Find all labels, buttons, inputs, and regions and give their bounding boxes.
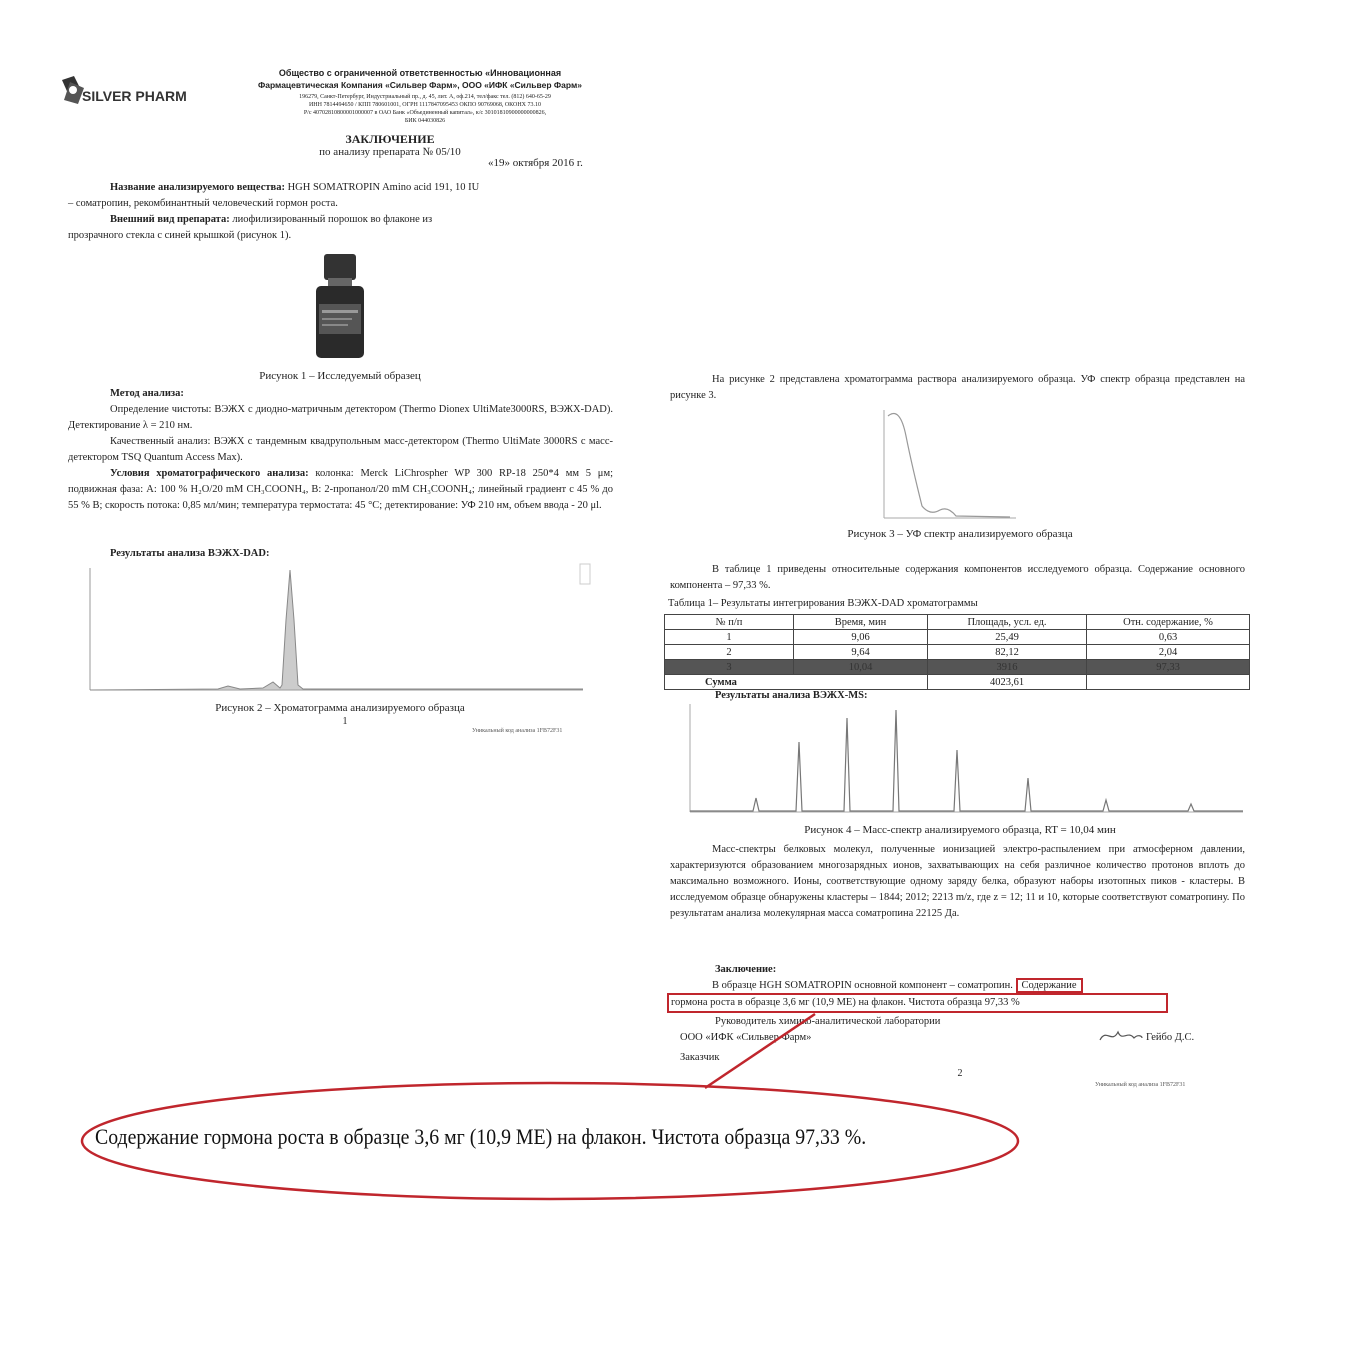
table-sum-value: 4023,61 [928,675,1087,690]
appearance-line-2: прозрачного стекла с синей крышкой (рисунок 1). [68,230,292,241]
signer-name: Гейбо Д.С. [1146,1032,1195,1043]
conclusion-line-1-text: В образце HGH SOMATROPIN основной компонент – соматропин. [712,980,1013,991]
method-qualitative: Качественный анализ: ВЭЖХ с тандемным квадрупольным масс-детектором (Thermo UltiMate 3000RS с масс-детектором TSQ Quantum Access Max). [68,436,613,463]
signature-organization: ООО «ИФК «Сильвер Фарм» [680,1032,812,1043]
table-sum-label: Сумма [665,675,928,690]
table-cell: 3916 [928,660,1087,675]
method-title: Метод анализа: [110,388,184,399]
substance-value: HGH SOMATROPIN Amino acid 191, 10 IU [287,182,480,193]
table-intro: В таблице 1 приведены относительные содержания компонентов исследуемого образца. Содержание основного компонента – 97,33 %. [670,564,1245,591]
substance-label: Название анализируемого вещества: [110,182,285,193]
table-cell: 3 [665,660,794,675]
appearance-value: лиофилизированный порошок во флаконе из [232,214,433,225]
figure-1-caption: Рисунок 1 – Исследуемый образец [259,370,421,382]
table-cell: 97,33 [1087,660,1250,675]
company-header-line2: Фармацевтическая Компания «Сильвер Фарм», ООО «ИФК «Сильвер Фарм» [257,80,583,90]
table-header-cell: Время, мин [794,615,928,630]
table-cell: 9,64 [794,645,928,660]
method-purity: Определение чистоты: ВЭЖХ с диодно-матричным детектором (Thermo Dionex UltiMate3000RS, ВЭЖХ-DAD). Детектирование λ = 210 нм. [68,404,613,431]
company-details-line: БИК 044030826 [404,118,446,124]
table-cell: 0,63 [1087,630,1250,645]
company-header-line1: Общество с ограниченной ответственностью «Инновационная [278,68,562,78]
callout-text: Содержание гормона роста в образце 3,6 мг (10,9 МЕ) на флакон. Чистота образца 97,33 %. [95,1124,867,1149]
results-ms-title: Результаты анализа ВЭЖХ-MS: [715,690,868,701]
table-cell: 25,49 [928,630,1087,645]
page-1-unique-code: Уникальный код анализа 1FB72F31 [472,728,563,734]
figure-2-caption: Рисунок 2 – Хроматограмма анализируемого образца [215,702,465,714]
conclusion-title: Заключение: [715,964,777,975]
company-details-line: 196279, Санкт-Петербург, Индустриальный пр., д. 45, лит. А, оф.214, тел/факс тел. (812) 640-65-29 [299,94,551,100]
document-subtitle: по анализу препарата № 05/10 [319,146,461,158]
table-cell: 10,04 [794,660,928,675]
figure-4-caption: Рисунок 4 – Масс-спектр анализируемого образца, RT = 10,04 мин [804,824,1116,836]
table-cell: 2 [665,645,794,660]
table-header-cell: Отн. содержание, % [1087,615,1250,630]
company-details-line: Р/с 40702810800001000007 в ОАО Банк «Объединенный капитал», к/с 30101810900000000826, [303,110,547,116]
table-cell: 1 [665,630,794,645]
table-header-cell: № п/п [665,615,794,630]
highlighted-content-start: Содержание [1016,978,1083,993]
page-2-intro: На рисунке 2 представлена хроматограмма раствора анализируемого образца. УФ спектр образца представлен на рисунке 3. [670,374,1245,401]
appearance-label: Внешний вид препарата: [110,214,230,225]
conditions-label: Условия хроматографического анализа: [110,468,309,479]
page-2-number: 2 [957,1068,963,1079]
table-cell: 9,06 [794,630,928,645]
signature-position: Руководитель химико-аналитической лаборатории [715,1016,941,1027]
results-dad-title: Результаты анализа ВЭЖХ-DAD: [110,548,270,559]
figure-3-caption: Рисунок 3 – УФ спектр анализируемого образца [847,528,1073,540]
page-2-unique-code: Уникальный код анализа 1FB72F31 [1095,1082,1186,1088]
highlighted-content-statement: гормона роста в образце 3,6 мг (10,9 МЕ) на флакон. Чистота образца 97,33 % [667,993,1168,1013]
ms-description: Масс-спектры белковых молекул, полученные ионизацией электро-распылением при атмосферном давлении, характеризуются образованием многозарядных ионов, захватывающих на себя различное количество протонов вплоть до максимально возможного. Ионы, соответствующие одному заряду белка, образуют наборы изотопных пиков - кластеры. В исследуемом образце обнаружены кластеры – 1844; 2012; 2213 m/z, где z = 12; 11 и 10, которые соответствуют соматропину. По результатам анализа молекулярная масса соматропина 22125 Да. [670,844,1245,919]
page-1-number: 1 [342,716,348,727]
substance-line-2: – соматропин, рекомбинантный человеческий гормон роста. [68,198,338,209]
table-cell: 82,12 [928,645,1087,660]
document-title: ЗАКЛЮЧЕНИЕ [345,132,435,146]
table-cell: 2,04 [1087,645,1250,660]
company-details-line: ИНН 7814494650 / КПП 780601001, ОГРН 1117847095453 ОКПО 90769068, ОКОНХ 73.10 [308,102,542,108]
table-title: Таблица 1– Результаты интегрирования ВЭЖХ-DAD хроматограммы [668,598,978,609]
document-date: «19» октября 2016 г. [488,157,583,169]
conditions-text: колонка: Merck LiChrospher WP 300 RP-18 250*4 мм 5 μм; подвижная фаза: А: 100 % H₂O/20 mM CH₃COONH₄, B: 2-пропанол/20 mM CH₃COONH₄; линейный градиент с 45 % до 55 % B; скорость потока: 0,85 мл/мин; температура термостата: 45 °C; детектирование: УФ 210 нм, объем ввода - 20 μl. [68,468,614,511]
logo-text: SILVER PHARM [82,88,187,104]
customer-label: Заказчик [680,1052,720,1063]
table-header-cell: Площадь, усл. ед. [928,615,1087,630]
